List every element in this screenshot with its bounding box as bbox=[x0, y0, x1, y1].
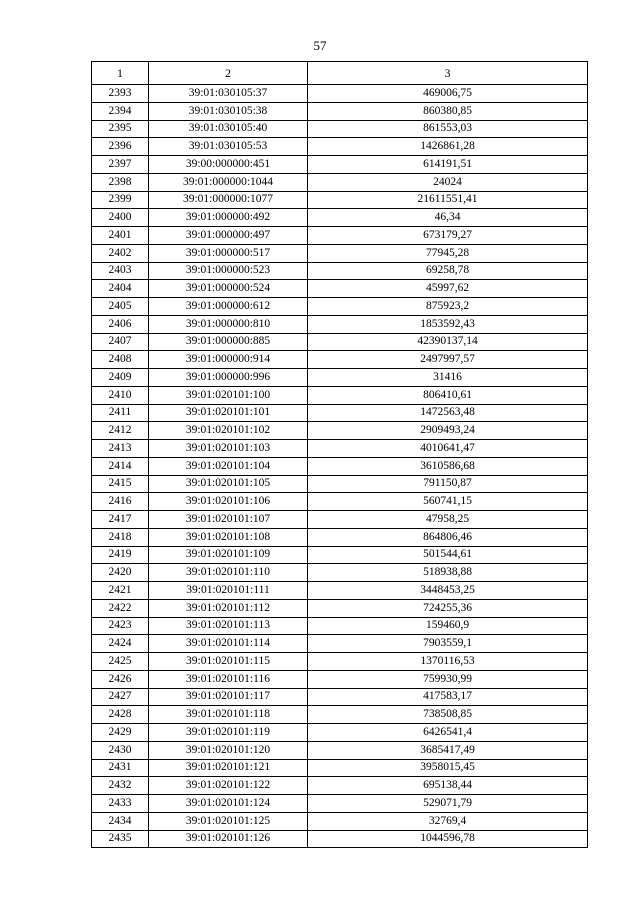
cadastral-number-cell: 39:01:020101:121 bbox=[149, 759, 308, 777]
table-row bbox=[92, 120, 588, 138]
value-cell: 518938,88 bbox=[308, 564, 588, 582]
cadastral-number-cell: 39:01:020101:100 bbox=[149, 386, 308, 404]
value-cell: 32769,4 bbox=[308, 812, 588, 830]
cadastral-number-cell: 39:01:000000:996 bbox=[149, 369, 308, 387]
table-row bbox=[92, 156, 588, 174]
row-number-cell: 2423 bbox=[92, 617, 149, 635]
table-row bbox=[92, 670, 588, 688]
value-cell: 806410,61 bbox=[308, 386, 588, 404]
value-cell: 2909493,24 bbox=[308, 422, 588, 440]
cadastral-number-cell: 39:01:030105:40 bbox=[149, 120, 308, 138]
row-number-cell: 2421 bbox=[92, 582, 149, 600]
cadastral-number-cell: 39:01:020101:110 bbox=[149, 564, 308, 582]
row-number-cell: 2401 bbox=[92, 227, 149, 245]
cadastral-number-cell: 39:01:000000:524 bbox=[149, 280, 308, 298]
cadastral-number-cell: 39:01:020101:111 bbox=[149, 582, 308, 600]
row-number-cell: 2426 bbox=[92, 670, 149, 688]
row-number-cell: 2430 bbox=[92, 741, 149, 759]
row-number-cell: 2395 bbox=[92, 120, 149, 138]
table-row bbox=[92, 493, 588, 511]
value-cell: 69258,78 bbox=[308, 262, 588, 280]
cadastral-number-cell: 39:01:020101:112 bbox=[149, 599, 308, 617]
row-number-cell: 2429 bbox=[92, 724, 149, 742]
cadastral-number-cell: 39:01:000000:1044 bbox=[149, 173, 308, 191]
table-row bbox=[92, 280, 588, 298]
cadastral-number-cell: 39:01:000000:885 bbox=[149, 333, 308, 351]
cadastral-number-cell: 39:01:020101:105 bbox=[149, 475, 308, 493]
table-header bbox=[92, 62, 588, 85]
value-cell: 724255,36 bbox=[308, 599, 588, 617]
value-cell: 738508,85 bbox=[308, 706, 588, 724]
row-number-cell: 2397 bbox=[92, 156, 149, 174]
row-number-cell: 2405 bbox=[92, 298, 149, 316]
value-cell: 1472563,48 bbox=[308, 404, 588, 422]
value-cell: 2497997,57 bbox=[308, 351, 588, 369]
row-number-cell: 2409 bbox=[92, 369, 149, 387]
cadastral-number-cell: 39:01:000000:497 bbox=[149, 227, 308, 245]
value-cell: 31416 bbox=[308, 369, 588, 387]
table-row bbox=[92, 227, 588, 245]
cadastral-number-cell: 39:01:000000:810 bbox=[149, 315, 308, 333]
table-row bbox=[92, 724, 588, 742]
table-row bbox=[92, 440, 588, 458]
value-cell: 46,34 bbox=[308, 209, 588, 227]
cadastral-value-table bbox=[91, 61, 588, 848]
table-row bbox=[92, 777, 588, 795]
cadastral-number-cell: 39:01:020101:116 bbox=[149, 670, 308, 688]
row-number-cell: 2424 bbox=[92, 635, 149, 653]
row-number-cell: 2416 bbox=[92, 493, 149, 511]
row-number-cell: 2435 bbox=[92, 830, 149, 848]
table-row bbox=[92, 511, 588, 529]
cadastral-number-cell: 39:00:000000:451 bbox=[149, 156, 308, 174]
value-cell: 791150,87 bbox=[308, 475, 588, 493]
table-row bbox=[92, 315, 588, 333]
table-row bbox=[92, 564, 588, 582]
cadastral-number-cell: 39:01:020101:114 bbox=[149, 635, 308, 653]
table-row bbox=[92, 191, 588, 209]
row-number-cell: 2394 bbox=[92, 102, 149, 120]
cadastral-number-cell: 39:01:020101:101 bbox=[149, 404, 308, 422]
table-row bbox=[92, 812, 588, 830]
row-number-cell: 2431 bbox=[92, 759, 149, 777]
row-number-cell: 2407 bbox=[92, 333, 149, 351]
column-header-2: 2 bbox=[149, 62, 308, 85]
header-row bbox=[92, 62, 588, 85]
table-row bbox=[92, 617, 588, 635]
value-cell: 759930,99 bbox=[308, 670, 588, 688]
cadastral-number-cell: 39:01:020101:118 bbox=[149, 706, 308, 724]
value-cell: 860380,85 bbox=[308, 102, 588, 120]
table-row bbox=[92, 209, 588, 227]
value-cell: 1044596,78 bbox=[308, 830, 588, 848]
cadastral-number-cell: 39:01:000000:517 bbox=[149, 244, 308, 262]
cadastral-number-cell: 39:01:000000:492 bbox=[149, 209, 308, 227]
row-number-cell: 2422 bbox=[92, 599, 149, 617]
row-number-cell: 2433 bbox=[92, 795, 149, 813]
table-row bbox=[92, 351, 588, 369]
cadastral-number-cell: 39:01:030105:53 bbox=[149, 138, 308, 156]
value-cell: 7903559,1 bbox=[308, 635, 588, 653]
table-row bbox=[92, 298, 588, 316]
value-cell: 1370116,53 bbox=[308, 653, 588, 671]
table-row bbox=[92, 262, 588, 280]
row-number-cell: 2414 bbox=[92, 457, 149, 475]
value-cell: 6426541,4 bbox=[308, 724, 588, 742]
value-cell: 501544,61 bbox=[308, 546, 588, 564]
table-row bbox=[92, 138, 588, 156]
table-row bbox=[92, 528, 588, 546]
row-number-cell: 2411 bbox=[92, 404, 149, 422]
row-number-cell: 2413 bbox=[92, 440, 149, 458]
table-row bbox=[92, 404, 588, 422]
value-cell: 45997,62 bbox=[308, 280, 588, 298]
table-row bbox=[92, 173, 588, 191]
cadastral-number-cell: 39:01:000000:1077 bbox=[149, 191, 308, 209]
value-cell: 861553,03 bbox=[308, 120, 588, 138]
cadastral-number-cell: 39:01:020101:106 bbox=[149, 493, 308, 511]
value-cell: 47958,25 bbox=[308, 511, 588, 529]
value-cell: 469006,75 bbox=[308, 85, 588, 103]
cadastral-number-cell: 39:01:020101:125 bbox=[149, 812, 308, 830]
value-cell: 864806,46 bbox=[308, 528, 588, 546]
column-header-1: 1 bbox=[92, 62, 149, 85]
table-row bbox=[92, 830, 588, 848]
value-cell: 4010641,47 bbox=[308, 440, 588, 458]
row-number-cell: 2403 bbox=[92, 262, 149, 280]
value-cell: 159460,9 bbox=[308, 617, 588, 635]
table-row bbox=[92, 457, 588, 475]
row-number-cell: 2393 bbox=[92, 85, 149, 103]
value-cell: 1853592,43 bbox=[308, 315, 588, 333]
cadastral-number-cell: 39:01:020101:107 bbox=[149, 511, 308, 529]
value-cell: 673179,27 bbox=[308, 227, 588, 245]
row-number-cell: 2402 bbox=[92, 244, 149, 262]
cadastral-number-cell: 39:01:020101:117 bbox=[149, 688, 308, 706]
table-row bbox=[92, 582, 588, 600]
cadastral-number-cell: 39:01:020101:102 bbox=[149, 422, 308, 440]
row-number-cell: 2404 bbox=[92, 280, 149, 298]
row-number-cell: 2418 bbox=[92, 528, 149, 546]
row-number-cell: 2432 bbox=[92, 777, 149, 795]
table-row bbox=[92, 369, 588, 387]
row-number-cell: 2398 bbox=[92, 173, 149, 191]
value-cell: 21611551,41 bbox=[308, 191, 588, 209]
cadastral-number-cell: 39:01:020101:119 bbox=[149, 724, 308, 742]
row-number-cell: 2428 bbox=[92, 706, 149, 724]
value-cell: 3448453,25 bbox=[308, 582, 588, 600]
table-row bbox=[92, 795, 588, 813]
table-row bbox=[92, 422, 588, 440]
row-number-cell: 2396 bbox=[92, 138, 149, 156]
table-row bbox=[92, 599, 588, 617]
table-row bbox=[92, 706, 588, 724]
table-row bbox=[92, 475, 588, 493]
value-cell: 3685417,49 bbox=[308, 741, 588, 759]
cadastral-number-cell: 39:01:000000:914 bbox=[149, 351, 308, 369]
cadastral-number-cell: 39:01:000000:612 bbox=[149, 298, 308, 316]
row-number-cell: 2425 bbox=[92, 653, 149, 671]
value-cell: 1426861,28 bbox=[308, 138, 588, 156]
value-cell: 3610586,68 bbox=[308, 457, 588, 475]
value-cell: 3958015,45 bbox=[308, 759, 588, 777]
table-row bbox=[92, 741, 588, 759]
table-row bbox=[92, 759, 588, 777]
row-number-cell: 2415 bbox=[92, 475, 149, 493]
value-cell: 42390137,14 bbox=[308, 333, 588, 351]
table-row bbox=[92, 244, 588, 262]
value-cell: 24024 bbox=[308, 173, 588, 191]
cadastral-number-cell: 39:01:020101:124 bbox=[149, 795, 308, 813]
cadastral-number-cell: 39:01:020101:109 bbox=[149, 546, 308, 564]
row-number-cell: 2420 bbox=[92, 564, 149, 582]
value-cell: 560741,15 bbox=[308, 493, 588, 511]
row-number-cell: 2400 bbox=[92, 209, 149, 227]
row-number-cell: 2408 bbox=[92, 351, 149, 369]
cadastral-number-cell: 39:01:020101:103 bbox=[149, 440, 308, 458]
cadastral-number-cell: 39:01:020101:120 bbox=[149, 741, 308, 759]
value-cell: 695138,44 bbox=[308, 777, 588, 795]
table-row bbox=[92, 688, 588, 706]
cadastral-number-cell: 39:01:000000:523 bbox=[149, 262, 308, 280]
table-row bbox=[92, 333, 588, 351]
value-cell: 875923,2 bbox=[308, 298, 588, 316]
row-number-cell: 2410 bbox=[92, 386, 149, 404]
row-number-cell: 2427 bbox=[92, 688, 149, 706]
cadastral-number-cell: 39:01:020101:108 bbox=[149, 528, 308, 546]
page-number: 57 bbox=[313, 38, 327, 53]
cadastral-number-cell: 39:01:020101:122 bbox=[149, 777, 308, 795]
value-cell: 417583,17 bbox=[308, 688, 588, 706]
value-cell: 77945,28 bbox=[308, 244, 588, 262]
table-row bbox=[92, 635, 588, 653]
row-number-cell: 2417 bbox=[92, 511, 149, 529]
cadastral-number-cell: 39:01:020101:113 bbox=[149, 617, 308, 635]
table-row bbox=[92, 85, 588, 103]
column-header-3: 3 bbox=[308, 62, 588, 85]
cadastral-number-cell: 39:01:030105:38 bbox=[149, 102, 308, 120]
table-body bbox=[92, 85, 588, 848]
table-row bbox=[92, 546, 588, 564]
row-number-cell: 2434 bbox=[92, 812, 149, 830]
table-row bbox=[92, 386, 588, 404]
table-row bbox=[92, 102, 588, 120]
row-number-cell: 2412 bbox=[92, 422, 149, 440]
row-number-cell: 2399 bbox=[92, 191, 149, 209]
row-number-cell: 2419 bbox=[92, 546, 149, 564]
cadastral-number-cell: 39:01:020101:126 bbox=[149, 830, 308, 848]
table-row bbox=[92, 653, 588, 671]
value-cell: 529071,79 bbox=[308, 795, 588, 813]
cadastral-number-cell: 39:01:030105:37 bbox=[149, 85, 308, 103]
value-cell: 614191,51 bbox=[308, 156, 588, 174]
row-number-cell: 2406 bbox=[92, 315, 149, 333]
cadastral-number-cell: 39:01:020101:104 bbox=[149, 457, 308, 475]
cadastral-number-cell: 39:01:020101:115 bbox=[149, 653, 308, 671]
